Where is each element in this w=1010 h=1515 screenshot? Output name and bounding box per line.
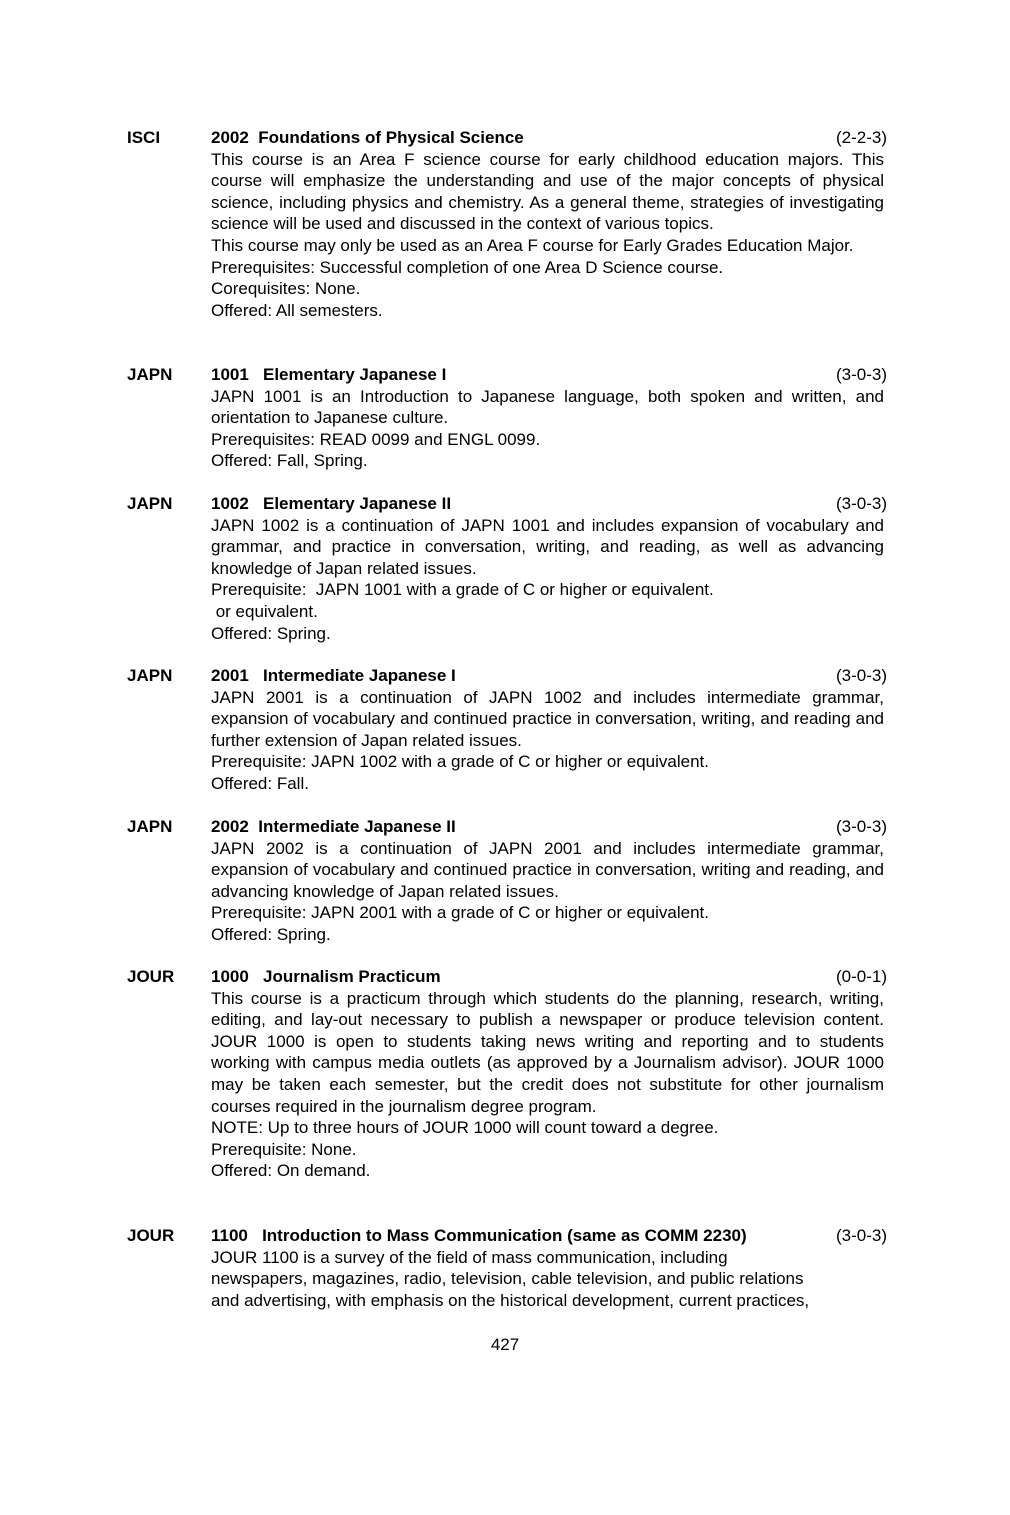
course-department: JAPN	[127, 666, 173, 685]
course-note: This course may only be used as an Area F course for Early Grades Education Major.	[211, 235, 854, 255]
course-name: Intermediate Japanese II	[258, 817, 456, 836]
course-title	[211, 1225, 747, 1247]
course-entry-jour-1000	[127, 966, 887, 1182]
course-note: NOTE: Up to three hours of JOUR 1000 will count toward a degree.	[211, 1118, 719, 1138]
course-name: Foundations of Physical Science	[258, 128, 524, 147]
course-department: JAPN	[127, 817, 173, 836]
course-body	[211, 687, 884, 795]
course-prerequisites: Prerequisite: None.	[211, 1139, 357, 1159]
course-title	[211, 665, 456, 687]
course-number: 1002	[211, 494, 249, 513]
course-body	[211, 515, 884, 645]
course-entry-japn-1002	[127, 493, 887, 644]
course-entry-isci-2002	[127, 127, 887, 321]
course-title	[211, 816, 456, 838]
course-prerequisites: Prerequisites: READ 0099 and ENGL 0099.	[211, 429, 541, 449]
course-heading	[127, 364, 887, 386]
course-prerequisites: Prerequisite: JAPN 1001 with a grade of C or higher or equivalent.	[211, 580, 714, 600]
course-offered: Offered: Fall.	[211, 773, 309, 793]
course-description: JAPN 1002 is a continuation of JAPN 1001 and includes expansion of vocabulary and grammar, and practice in conversation, writing, and reading, as well as advancing knowledge of Japan related issues.	[211, 515, 884, 578]
course-entry-jour-1100	[127, 1225, 887, 1311]
course-name: Elementary Japanese II	[263, 494, 452, 513]
course-corequisites: Corequisites: None.	[211, 279, 361, 299]
course-department: JAPN	[127, 365, 173, 384]
course-department: JOUR	[127, 1226, 175, 1245]
course-offered: Offered: Fall, Spring.	[211, 451, 368, 471]
course-offered: Offered: Spring.	[211, 623, 331, 643]
course-description: This course is an Area F science course for early childhood education majors. This course will emphasize the understanding and use of the major concepts of physical science, including physics and chemistry. As a general theme, strategies of investigating science will be used and discussed in the context of various topics.	[211, 149, 884, 234]
course-title	[211, 127, 524, 149]
course-description: JAPN 2001 is a continuation of JAPN 1002 and includes intermediate grammar, expansion of vocabulary and continued practice in conversation, writing, and reading and further extension of Japan related issues.	[211, 687, 884, 750]
course-credits: (3-0-3)	[835, 666, 887, 685]
course-heading	[127, 816, 887, 838]
course-title	[211, 966, 441, 988]
course-number: 2002	[211, 128, 249, 147]
course-number: 1001	[211, 365, 249, 384]
course-note: or equivalent.	[211, 601, 318, 621]
course-heading	[127, 1225, 887, 1247]
course-description: JAPN 2002 is a continuation of JAPN 2001 and includes intermediate grammar, expansion of vocabulary and continued practice in conversation, writing and reading, and advancing knowledge of Japan related issues.	[211, 838, 884, 901]
course-credits: (2-2-3)	[835, 128, 887, 147]
course-entry-japn-2001	[127, 665, 887, 795]
course-title	[211, 364, 446, 386]
course-offered: Offered: Spring.	[211, 924, 331, 944]
course-offered: Offered: All semesters.	[211, 300, 383, 320]
course-department: JAPN	[127, 494, 173, 513]
course-number: 1100	[211, 1226, 248, 1245]
course-description: This course is a practicum through which students do the planning, research, writing, editing, and lay-out necessary to publish a newspaper or produce television content. JOUR 1000 is open to students taking news writing and reporting and to students working with campus media outlets (as approved by a Journalism advisor). JOUR 1000 may be taken each semester, but the credit does not substitute for other journalism courses required in the journalism degree program.	[211, 988, 884, 1116]
course-title	[211, 493, 451, 515]
course-credits: (3-0-3)	[835, 365, 887, 384]
course-prerequisites: Prerequisite: JAPN 1002 with a grade of C or higher or equivalent.	[211, 752, 709, 772]
course-description-line: newspapers, magazines, radio, television, cable television, and public relations	[211, 1269, 804, 1289]
course-prerequisites: Prerequisites: Successful completion of one Area D Science course.	[211, 257, 724, 277]
course-credits: (3-0-3)	[835, 817, 887, 836]
course-body	[211, 838, 884, 946]
page-number: 427	[490, 1335, 520, 1354]
course-number: 1000	[211, 967, 249, 986]
course-description-line: JOUR 1100 is a survey of the field of mass communication, including	[211, 1247, 728, 1267]
course-heading	[127, 665, 887, 687]
course-heading	[127, 127, 887, 149]
course-body	[211, 386, 884, 472]
course-credits: (3-0-3)	[835, 1226, 887, 1245]
course-number: 2001	[211, 666, 249, 685]
course-credits: (0-0-1)	[835, 967, 887, 986]
course-credits: (3-0-3)	[835, 494, 887, 513]
course-prerequisites: Prerequisite: JAPN 2001 with a grade of C or higher or equivalent.	[211, 903, 709, 923]
course-body	[211, 1247, 884, 1312]
course-department: ISCI	[127, 128, 161, 147]
course-name: Intermediate Japanese I	[263, 666, 456, 685]
course-description-line: and advertising, with emphasis on the historical development, current practices,	[211, 1290, 810, 1310]
course-heading	[127, 493, 887, 515]
course-body	[211, 988, 884, 1182]
course-department: JOUR	[127, 967, 175, 986]
course-entry-japn-1001	[127, 364, 887, 472]
course-name: Journalism Practicum	[263, 967, 441, 986]
course-description: JAPN 1001 is an Introduction to Japanese language, both spoken and written, and orientation to Japanese culture.	[211, 386, 884, 428]
course-body	[211, 149, 884, 322]
course-name: Elementary Japanese I	[263, 365, 447, 384]
course-entry-japn-2002	[127, 816, 887, 946]
course-heading	[127, 966, 887, 988]
course-number: 2002	[211, 817, 249, 836]
course-name: Introduction to Mass Communication (same as COMM 2230)	[262, 1226, 747, 1245]
course-offered: Offered: On demand.	[211, 1161, 371, 1181]
